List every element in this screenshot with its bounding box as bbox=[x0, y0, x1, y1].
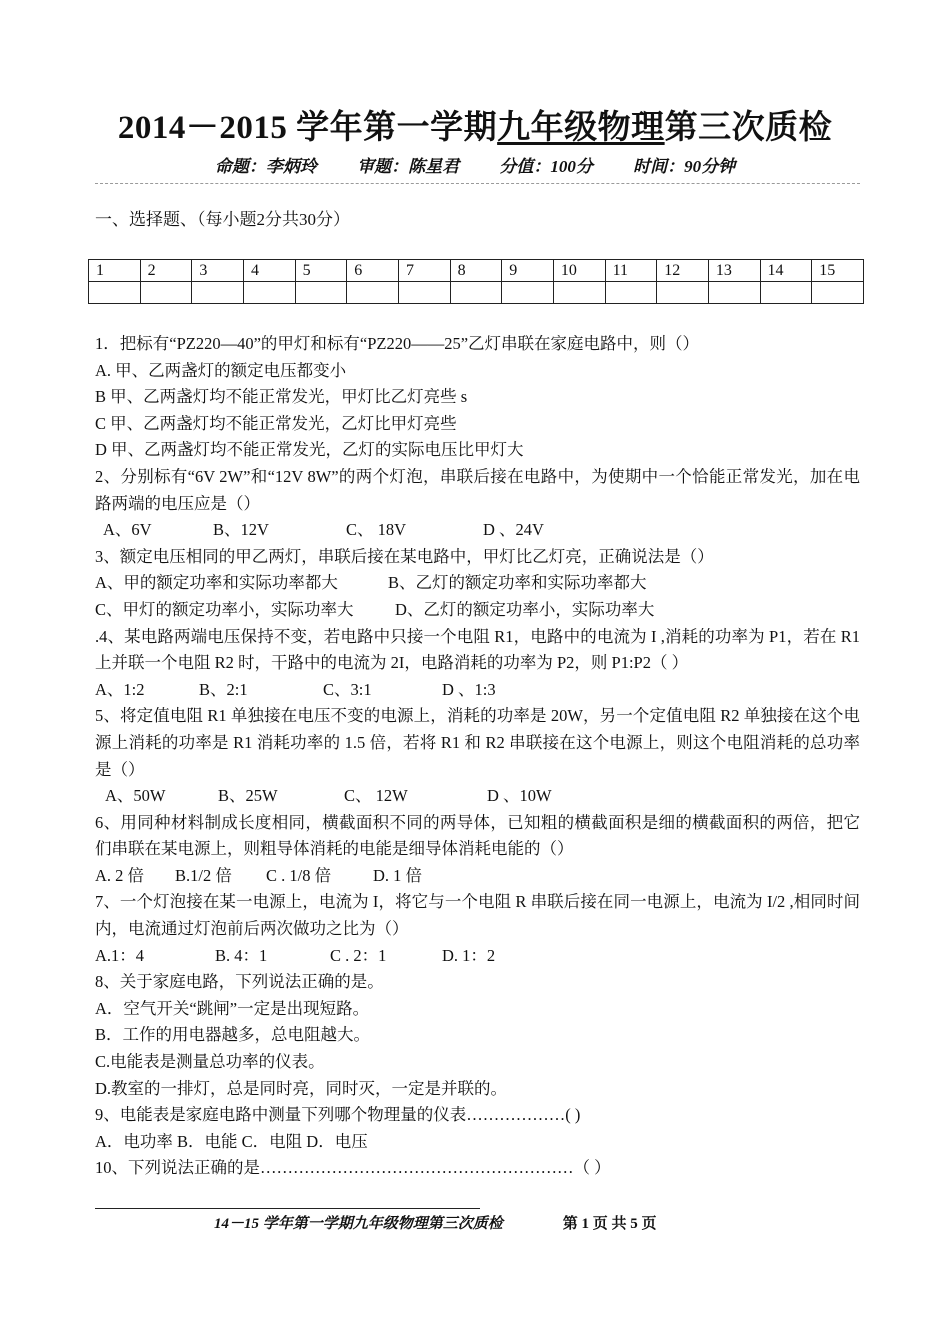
answer-cell[interactable] bbox=[605, 282, 657, 304]
answer-number: 9 bbox=[502, 260, 554, 282]
option-7d: D. 1：2 bbox=[442, 945, 496, 965]
answer-number: 11 bbox=[605, 260, 657, 282]
options-4 bbox=[95, 677, 860, 704]
option-7c: C . 2：1 bbox=[330, 945, 387, 965]
answer-cell[interactable] bbox=[347, 282, 399, 304]
answer-cell[interactable] bbox=[398, 282, 450, 304]
option-6b: B.1/2 倍 bbox=[175, 865, 232, 885]
option-5d: D 、10W bbox=[487, 786, 552, 806]
answer-cell[interactable] bbox=[89, 282, 141, 304]
options-6 bbox=[95, 863, 860, 890]
answer-cell[interactable] bbox=[553, 282, 605, 304]
answer-cell[interactable] bbox=[295, 282, 347, 304]
option-6d: D. 1 倍 bbox=[373, 865, 423, 885]
option-7b: B. 4：1 bbox=[215, 945, 268, 965]
answer-table-header-row bbox=[89, 260, 864, 282]
option-4d: D 、1:3 bbox=[442, 679, 496, 699]
meta-score: 分值：100分 bbox=[499, 157, 593, 176]
title-suffix: 第三次质检 bbox=[664, 110, 833, 146]
option-8c: C.电能表是测量总功率的仪表。 bbox=[95, 1052, 325, 1072]
options-2 bbox=[95, 517, 860, 544]
exam-title bbox=[0, 101, 950, 148]
answer-cell[interactable] bbox=[243, 282, 295, 304]
option-8b: B．工作的用电器越多，总电阻越大。 bbox=[95, 1025, 371, 1045]
page-number: 第 1 页 共 5 页 bbox=[562, 1216, 657, 1232]
option-4c: C、3:1 bbox=[323, 679, 372, 699]
header-divider bbox=[95, 183, 860, 184]
question-3: 3、额定电压相同的甲乙两灯，串联后接在某电路中，甲灯比乙灯亮，正确说法是（） bbox=[95, 546, 714, 566]
title-subject: 九年级物理 bbox=[497, 110, 665, 146]
answer-cell[interactable] bbox=[502, 282, 554, 304]
answer-number: 2 bbox=[140, 260, 192, 282]
answer-number: 7 bbox=[398, 260, 450, 282]
option-2c: C、 18V bbox=[346, 520, 407, 540]
option-4b: B、2:1 bbox=[199, 679, 248, 699]
answer-number: 6 bbox=[347, 260, 399, 282]
answer-table bbox=[88, 259, 864, 304]
section-heading: 一、选择题、（每小题2分共30分） bbox=[95, 210, 350, 229]
answer-number: 12 bbox=[657, 260, 709, 282]
options-3ab bbox=[95, 570, 860, 597]
option-2d: D 、24V bbox=[483, 520, 544, 540]
option-1a: A. 甲、乙两盏灯的额定电压都变小 bbox=[95, 360, 347, 380]
answer-cell[interactable] bbox=[760, 282, 812, 304]
answer-number: 5 bbox=[295, 260, 347, 282]
option-3d: D、乙灯的额定功率小，实际功率大 bbox=[395, 599, 655, 619]
option-2a: A、6V bbox=[103, 520, 152, 540]
option-1d: D 甲、乙两盏灯均不能正常发光，乙灯的实际电压比甲灯大 bbox=[95, 440, 524, 460]
question-6: 6、用同种材料制成长度相同，横截面积不同的两导体，已知粗的横截面积是细的横截面积的两倍，把它们串联在某电源上，则粗导体消耗的电能是细导体消耗电能的（） bbox=[95, 812, 860, 859]
answer-number: 4 bbox=[243, 260, 295, 282]
page-footer bbox=[214, 1212, 657, 1233]
answer-cell[interactable] bbox=[812, 282, 864, 304]
answer-cell[interactable] bbox=[450, 282, 502, 304]
question-1: 1．把标有“PZ220—40”的甲灯和标有“PZ220——25”乙灯串联在家庭电路中，则（） bbox=[95, 334, 700, 353]
answer-number: 15 bbox=[812, 260, 864, 282]
answer-cell[interactable] bbox=[657, 282, 709, 304]
options-7 bbox=[95, 943, 860, 970]
option-5a: A、50W bbox=[105, 786, 166, 806]
option-3a: A、甲的额定功率和实际功率都大 bbox=[95, 573, 338, 593]
option-8d: D.教室的一排灯，总是同时亮，同时灭，一定是并联的。 bbox=[95, 1078, 508, 1098]
footer-divider bbox=[95, 1208, 480, 1209]
question-5: 5、将定值电阻 R1 单独接在电压不变的电源上，消耗的功率是 20W，另一个定值电阻 R2 单独接在这个电源上消耗的功率是 R1 消耗功率的 1.5 倍，若将 R1 和 R2 串联接在这个电源上，则这个电阻消耗的总功率是（） bbox=[95, 706, 860, 779]
answer-table-blank-row bbox=[89, 282, 864, 304]
option-8a: A．空气开关“跳闸”一定是出现短路。 bbox=[95, 998, 370, 1018]
meta-author: 命题：李炳玲 bbox=[214, 157, 317, 176]
option-4a: A、1:2 bbox=[95, 679, 145, 699]
meta-time: 时间：90分钟 bbox=[633, 157, 736, 176]
option-3c: C、甲灯的额定功率小，实际功率大 bbox=[95, 599, 354, 619]
question-8: 8、关于家庭电路，下列说法正确的是。 bbox=[95, 972, 384, 992]
option-2b: B、12V bbox=[213, 520, 269, 540]
answer-number: 1 bbox=[89, 260, 141, 282]
options-3cd bbox=[95, 597, 860, 624]
answer-cell[interactable] bbox=[140, 282, 192, 304]
options-5 bbox=[95, 783, 860, 810]
option-6a: A. 2 倍 bbox=[95, 865, 145, 885]
option-6c: C . 1/8 倍 bbox=[266, 865, 332, 885]
answer-number: 13 bbox=[708, 260, 760, 282]
option-5b: B、25W bbox=[218, 786, 278, 806]
question-9: 9、电能表是家庭电路中测量下列哪个物理量的仪表………………( ) bbox=[95, 1105, 581, 1125]
question-4: .4、某电路两端电压保持不变，若电路中只接一个电阻 R1，电路中的电流为 I ,消耗的功率为 P1，若在 R1 上并联一个电阻 R2 时，干路中的电流为 2I，电路消耗的功率为 P2，则 P1:P2（ ） bbox=[95, 626, 860, 673]
footer-title: 14－15 学年第一学期九年级物理第三次质检 bbox=[214, 1216, 503, 1232]
question-10: 10、下列说法正确的是…………………………………………………（ ） bbox=[95, 1158, 611, 1178]
answer-number: 10 bbox=[553, 260, 605, 282]
question-2: 2、分别标有“6V 2W”和“12V 8W”的两个灯泡，串联后接在电路中，为使期中一个恰能正常发光，加在电路两端的电压应是（） bbox=[95, 466, 860, 513]
exam-meta bbox=[0, 152, 950, 177]
question-7: 7、一个灯泡接在某一电源上，电流为 I，将它与一个电阻 R 串联后接在同一电源上，电流为 I/2 ,相同时间内，电流通过灯泡前后两次做功之比为（） bbox=[95, 892, 860, 939]
answer-number: 3 bbox=[192, 260, 244, 282]
answer-cell[interactable] bbox=[708, 282, 760, 304]
answer-number: 8 bbox=[450, 260, 502, 282]
option-5c: C、 12W bbox=[344, 786, 408, 806]
options-9: A．电功率 B．电能 C．电阻 D．电压 bbox=[95, 1131, 368, 1151]
questions-body bbox=[95, 331, 860, 1182]
option-1b: B 甲、乙两盏灯均不能正常发光，甲灯比乙灯亮些 s bbox=[95, 387, 468, 407]
answer-cell[interactable] bbox=[192, 282, 244, 304]
option-1c: C 甲、乙两盏灯均不能正常发光，乙灯比甲灯亮些 bbox=[95, 413, 457, 433]
title-prefix: 2014－2015 学年第一学期 bbox=[117, 110, 498, 146]
option-3b: B、乙灯的额定功率和实际功率都大 bbox=[388, 573, 647, 593]
option-7a: A.1：4 bbox=[95, 945, 145, 965]
meta-reviewer: 审题：陈星君 bbox=[357, 157, 460, 176]
answer-number: 14 bbox=[760, 260, 812, 282]
